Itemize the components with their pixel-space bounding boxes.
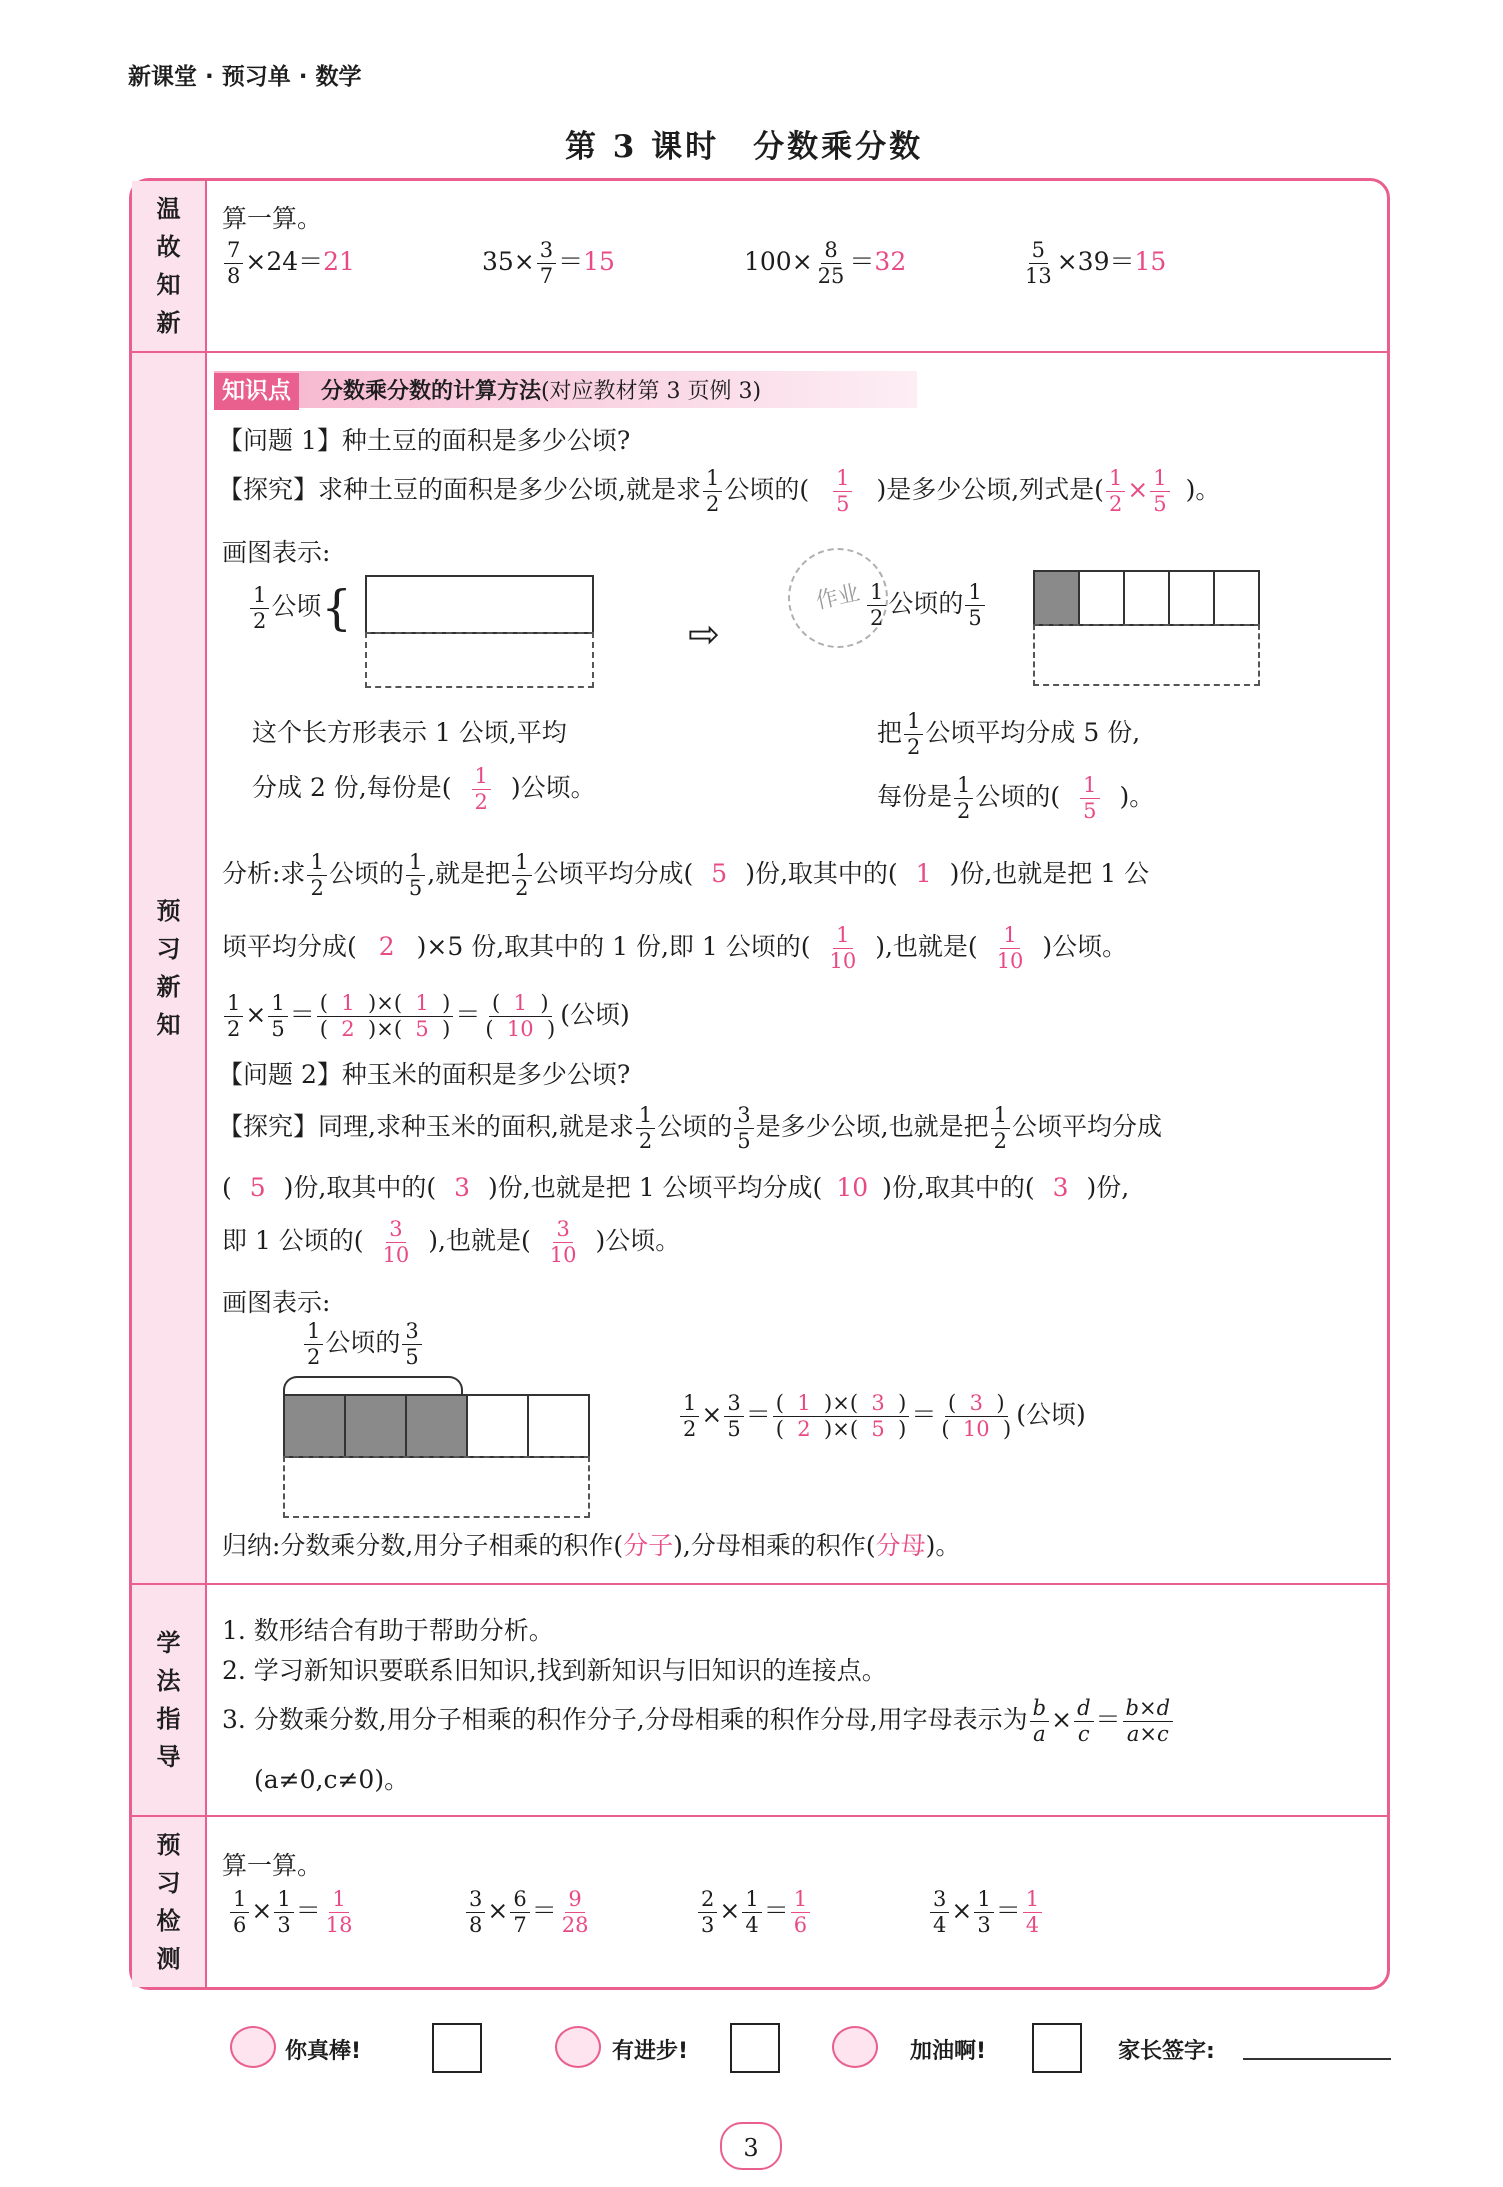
section-label-check: 预 习 检 测: [156, 1831, 181, 1973]
warmup-prompt: 算一算。: [222, 204, 323, 233]
cell: [466, 1394, 529, 1458]
shaded-cell: [283, 1394, 346, 1458]
parent-signature-line[interactable]: [1243, 2058, 1391, 2060]
cell: [1168, 570, 1215, 626]
right-desc-1: 把 $\frac{1}{2}$ 公顷平均分成 5 份,: [877, 709, 1141, 759]
explore-1: 【探究】求种土豆的面积是多少公顷,就是求 $\frac{1}{2}$ 公顷的( $\frac{1}{5}$ )是多少公顷,列式是( $\frac{1}{2}$ × $\frac{1}{5}$ )。: [218, 466, 1221, 516]
warmup-item-2: 35× $\frac{3}{7}$ ＝15: [482, 238, 615, 288]
shaded-cell: [405, 1394, 468, 1458]
equation-1: $\frac{1}{2}$ × $\frac{1}{5}$ ＝ $\frac{( 1 )\times( 1 )}{( 2 )\times( 5 )}$ ＝ $\frac{( 1 )}{( 10 )}$ (公顷): [222, 993, 630, 1040]
method-line-1: 1. 数形结合有助于帮助分析。: [222, 1616, 554, 1645]
check-prompt: 算一算。: [222, 1851, 323, 1880]
answer: 32: [874, 247, 907, 276]
praise-progress: 有进步!: [612, 2039, 689, 2064]
knowledge-tag: 知识点: [214, 373, 299, 410]
smiley-face-icon: [555, 2026, 601, 2068]
explore-2-line-2: ( 5 )份,取其中的( 3 )份,也就是把 1 公顷平均分成( 10 )份,取其中的( 3 )份,: [222, 1173, 1130, 1202]
left-desc-1: 这个长方形表示 1 公顷,平均: [252, 718, 567, 747]
cell: [527, 1394, 590, 1458]
right-desc-2: 每份是 $\frac{1}{2}$ 公顷的( $\frac{1}{5}$ )。: [877, 773, 1155, 823]
draw-label-2: 画图表示:: [222, 1288, 331, 1317]
three-fifths-label: $\frac{1}{2}$ 公顷的 $\frac{3}{5}$: [302, 1321, 424, 1368]
explore-2-line-1: 【探究】同理,求种玉米的面积,就是求 $\frac{1}{2}$ 公顷的 $\frac{3}{5}$ 是多少公顷,也就是把 $\frac{1}{2}$ 公顷平均分成: [218, 1103, 1163, 1153]
cell: [1213, 570, 1260, 626]
question-2: 【问题 2】种玉米的面积是多少公顷?: [218, 1060, 631, 1089]
shaded-cell: [1033, 570, 1080, 626]
answer: 21: [323, 247, 355, 276]
praise-cheer: 加油啊!: [910, 2039, 987, 2064]
divider-1: [132, 351, 1387, 353]
method-line-2: 2. 学习新知识要联系旧知识,找到新知识与旧知识的连接点。: [222, 1656, 887, 1685]
summary: 归纳:分数乘分数,用分子相乘的积作(分子),分母相乘的积作(分母)。: [222, 1531, 961, 1560]
cell: [1078, 570, 1125, 626]
check-item-4: $\frac{3}{4}$ × $\frac{1}{3}$ ＝ $\frac{1}{4}$: [928, 1889, 1044, 1936]
analysis-line-2: 顷平均分成( 2 )×5 份,取其中的 1 份,即 1 公顷的( $\frac{1}{10}$ ),也就是( $\frac{1}{10}$ )公顷。: [222, 923, 1128, 973]
smiley-face-icon: [230, 2026, 276, 2068]
section-label-preview: 预 习 新 知: [156, 897, 181, 1039]
method-line-4: (a≠0,c≠0)。: [254, 1765, 410, 1794]
arrow-icon: ⇨: [688, 612, 720, 656]
section-label-warmup: 温 故 知 新: [156, 195, 181, 337]
checkbox-cheer[interactable]: [1032, 2023, 1082, 2073]
check-item-2: $\frac{3}{8}$ × $\frac{6}{7}$ ＝ $\frac{9}{28}$: [464, 1889, 593, 1936]
stamp-watermark: 作业: [779, 539, 898, 658]
section-label-method: 学 法 指 导: [156, 1629, 181, 1771]
book-header: 新课堂 · 预习单 · 数学: [128, 64, 362, 90]
praise-great: 你真棒!: [285, 2039, 362, 2064]
equation-2: $\frac{1}{2}$ × $\frac{3}{5}$ ＝ $\frac{( 1 )\times( 3 )}{( 2 )\times( 5 )}$ ＝ $\frac{( 3 )}{( 10 )}$ (公顷): [678, 1393, 1086, 1440]
shaded-cell: [344, 1394, 407, 1458]
knowledge-heading: 知识点 分数乘分数的计算方法(对应教材第 3 页例 3): [214, 371, 761, 408]
half-rect-dashed: [365, 632, 594, 688]
checkbox-great[interactable]: [432, 2023, 482, 2073]
draw-label-1: 画图表示:: [222, 538, 331, 567]
page-title: 第 3 课时 分数乘分数: [565, 129, 924, 165]
divider-3: [132, 1815, 1387, 1817]
cell: [1123, 570, 1170, 626]
brace: [283, 1376, 463, 1396]
checkbox-progress[interactable]: [730, 2023, 780, 2073]
whole-rect-dashed: [283, 1456, 590, 1518]
page-number: 3: [720, 2122, 782, 2170]
warmup-item-3: 100× $\frac{8}{25}$ ＝32: [744, 238, 907, 288]
left-desc-2: 分成 2 份,每份是( $\frac{1}{2}$ )公顷。: [252, 764, 596, 814]
half-hectare-label: $\frac{1}{2}$ 公顷{: [248, 580, 352, 636]
analysis-line-1: 分析:求 $\frac{1}{2}$ 公顷的 $\frac{1}{5}$ ,就是把 $\frac{1}{2}$ 公顷平均分成( 5 )份,取其中的( 1 )份,也就是把 1 公: [222, 850, 1150, 900]
fifth-of-half-label: $\frac{1}{2}$ 公顷的 $\frac{1}{5}$: [865, 582, 987, 629]
half-rect: [365, 575, 594, 634]
method-line-3: 3. 分数乘分数,用分子相乘的积作分子,分母相乘的积作分母,用字母表示为 $\frac{b}{a}$ × $\frac{d}{c}$ ＝ $\frac{b\times d}{a\times c}$: [222, 1698, 1175, 1745]
answer: 15: [1134, 247, 1167, 276]
explore-2-line-3: 即 1 公顷的( $\frac{3}{10}$ ),也就是( $\frac{3}{10}$ )公顷。: [222, 1217, 681, 1267]
check-item-3: $\frac{2}{3}$ × $\frac{1}{4}$ ＝ $\frac{1}{6}$: [696, 1889, 812, 1936]
divider-2: [132, 1583, 1387, 1585]
question-1: 【问题 1】种土豆的面积是多少公顷?: [218, 426, 631, 455]
parent-signature-label: 家长签字:: [1118, 2039, 1215, 2064]
check-item-1: $\frac{1}{6}$ × $\frac{1}{3}$ ＝ $\frac{1}{18}$: [228, 1889, 357, 1936]
divider-vertical: [205, 181, 207, 1987]
warmup-item-4: $\frac{5}{13}$ ×39＝15: [1025, 238, 1167, 288]
whole-rect-dashed: [1033, 624, 1260, 686]
answer: 15: [583, 247, 615, 276]
warmup-item-1: $\frac{7}{8}$ ×24＝21: [222, 240, 355, 287]
smiley-face-icon: [832, 2026, 878, 2068]
